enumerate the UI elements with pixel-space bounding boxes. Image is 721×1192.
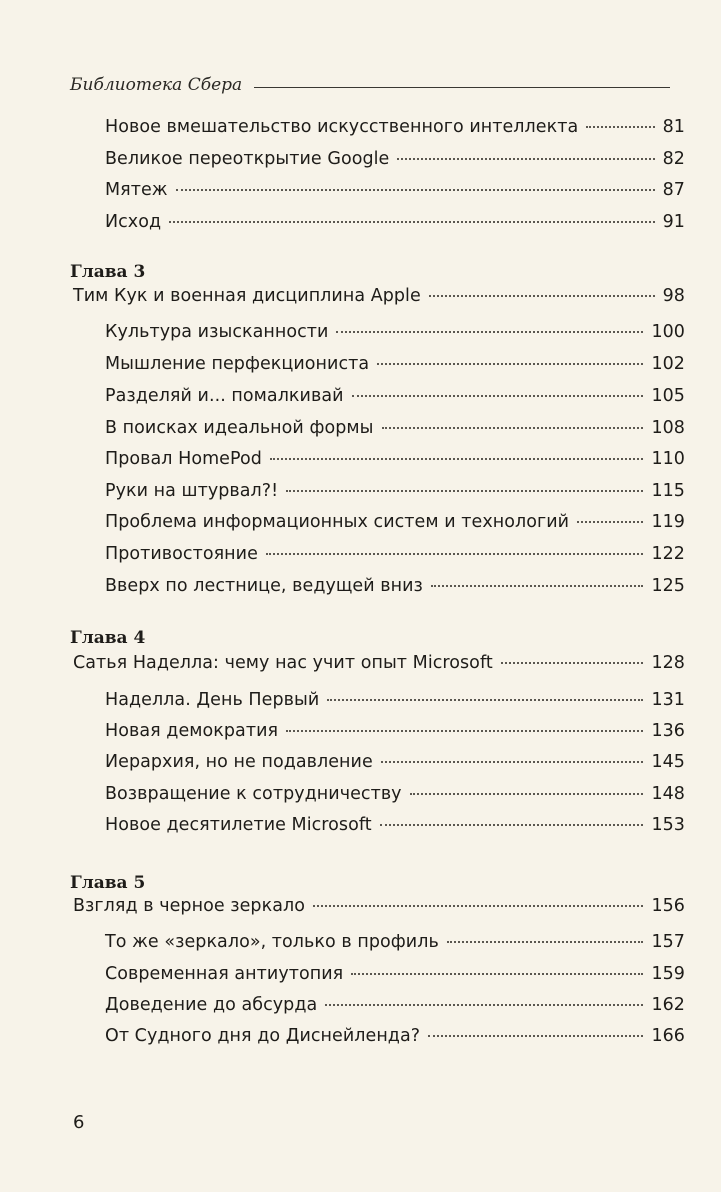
toc-entry[interactable] [105,117,685,147]
toc-entry-title: Противостояние [105,544,258,564]
toc-chapter-page: 98 [662,286,685,306]
toc-entry-page: 157 [651,932,685,952]
toc-entry-page: 166 [651,1026,685,1046]
toc-entry[interactable] [105,932,685,962]
toc-entry[interactable] [105,784,685,814]
toc-entry[interactable] [105,449,685,479]
toc-entry-title: Руки на штурвал?! [105,481,279,501]
toc-entry[interactable] [105,815,685,845]
dot-leader [377,363,643,365]
toc-entry[interactable] [105,690,685,720]
dot-leader [586,126,654,128]
toc-entry-page: 102 [651,354,685,374]
chapter-label: Глава 4 [70,628,146,648]
toc-entry-title: Новое десятилетие Microsoft [105,815,372,835]
dot-leader [382,427,644,429]
toc-chapter-page: 156 [651,896,685,916]
dot-leader [428,1035,643,1037]
toc-entry-page: 110 [651,449,685,469]
toc-entry-page: 122 [651,544,685,564]
toc-entry[interactable] [105,418,685,448]
toc-entry-page: 125 [651,576,685,596]
toc-entry[interactable] [105,964,685,994]
toc-entry-title: Наделла. День Первый [105,690,320,710]
dot-leader [352,395,644,397]
toc-chapter-page: 128 [651,653,685,673]
dot-leader [327,699,643,701]
toc-entry-title: Провал HomePod [105,449,262,469]
toc-entry[interactable] [105,386,685,416]
toc-entry-title: В поисках идеальной формы [105,418,374,438]
toc-chapter-title: Сатья Наделла: чему нас учит опыт Microsoft [73,653,493,673]
chapter-label: Глава 5 [70,873,146,893]
toc-entry-page: 87 [662,180,685,200]
toc-entry-page: 159 [651,964,685,984]
toc-entry-page: 115 [651,481,685,501]
toc-entry[interactable] [105,481,685,511]
toc-entry-page: 145 [651,752,685,772]
dot-leader [429,295,655,297]
toc-entry[interactable] [105,322,685,352]
dot-leader [266,553,644,555]
dot-leader [577,521,643,523]
toc-entry[interactable] [105,576,685,606]
toc-entry[interactable] [105,752,685,782]
toc-entry-title: То же «зеркало», только в профиль [105,932,439,952]
toc-entry-page: 148 [651,784,685,804]
toc-entry-page: 131 [651,690,685,710]
running-header-title: Библиотека Сбера [70,75,243,95]
toc-entry[interactable] [105,212,685,242]
toc-entry-title: Разделяй и... помалкивай [105,386,344,406]
dot-leader [381,761,644,763]
toc-entry[interactable] [105,512,685,542]
toc-entry-title: Культура изысканности [105,322,329,342]
toc-entry-title: Мышление перфекциониста [105,354,370,374]
dot-leader [397,158,654,160]
toc-entry-page: 91 [662,212,685,232]
dot-leader [351,973,643,975]
toc-entry-page: 119 [651,512,685,532]
running-header [70,72,670,98]
dot-leader [286,490,643,492]
toc-entry-title: От Судного дня до Диснейленда? [105,1026,421,1046]
toc-entry[interactable] [105,354,685,384]
toc-entry-title: Проблема информационных систем и технологий [105,512,570,532]
toc-entry-title: Новая демократия [105,721,279,741]
toc-entry-page: 153 [651,815,685,835]
header-rule [254,87,670,88]
dot-leader [313,905,643,907]
dot-leader [270,458,644,460]
toc-entry[interactable] [105,1026,685,1056]
toc-entry-title: Доведение до абсурда [105,995,318,1015]
dot-leader [325,1004,643,1006]
toc-entry-title: Вверх по лестнице, ведущей вниз [105,576,423,596]
toc-entry-page: 82 [662,149,685,169]
dot-leader [286,730,643,732]
toc-chapter-title: Тим Кук и военная дисциплина Apple [73,286,421,306]
toc-entry-title: Мятеж [105,180,168,200]
toc-entry-page: 81 [662,117,685,137]
toc-entry[interactable] [105,721,685,751]
toc-chapter-entry[interactable] [73,286,685,316]
toc-entry-page: 100 [651,322,685,342]
toc-entry[interactable] [105,149,685,179]
toc-entry-page: 105 [651,386,685,406]
dot-leader [380,824,644,826]
toc-entry-title: Новое вмешательство искусственного интеллекта [105,117,579,137]
toc-entry-title: Великое переоткрытие Google [105,149,390,169]
toc-entry-title: Возвращение к сотрудничеству [105,784,402,804]
toc-entry-title: Иерархия, но не подавление [105,752,373,772]
toc-entry-title: Современная антиутопия [105,964,344,984]
dot-leader [431,585,644,587]
dot-leader [169,221,654,223]
dot-leader [336,331,643,333]
dot-leader [410,793,644,795]
dot-leader [501,662,644,664]
toc-entry[interactable] [105,544,685,574]
chapter-label: Глава 3 [70,262,146,282]
toc-chapter-entry[interactable] [73,653,685,683]
toc-entry-page: 162 [651,995,685,1015]
dot-leader [447,941,644,943]
toc-entry[interactable] [105,995,685,1025]
dot-leader [176,189,655,191]
toc-entry-page: 108 [651,418,685,438]
toc-chapter-entry[interactable] [73,896,685,926]
page-number: 6 [73,1112,85,1133]
toc-chapter-title: Взгляд в черное зеркало [73,896,305,916]
toc-entry[interactable] [105,180,685,210]
toc-entry-title: Исход [105,212,162,232]
toc-entry-page: 136 [651,721,685,741]
